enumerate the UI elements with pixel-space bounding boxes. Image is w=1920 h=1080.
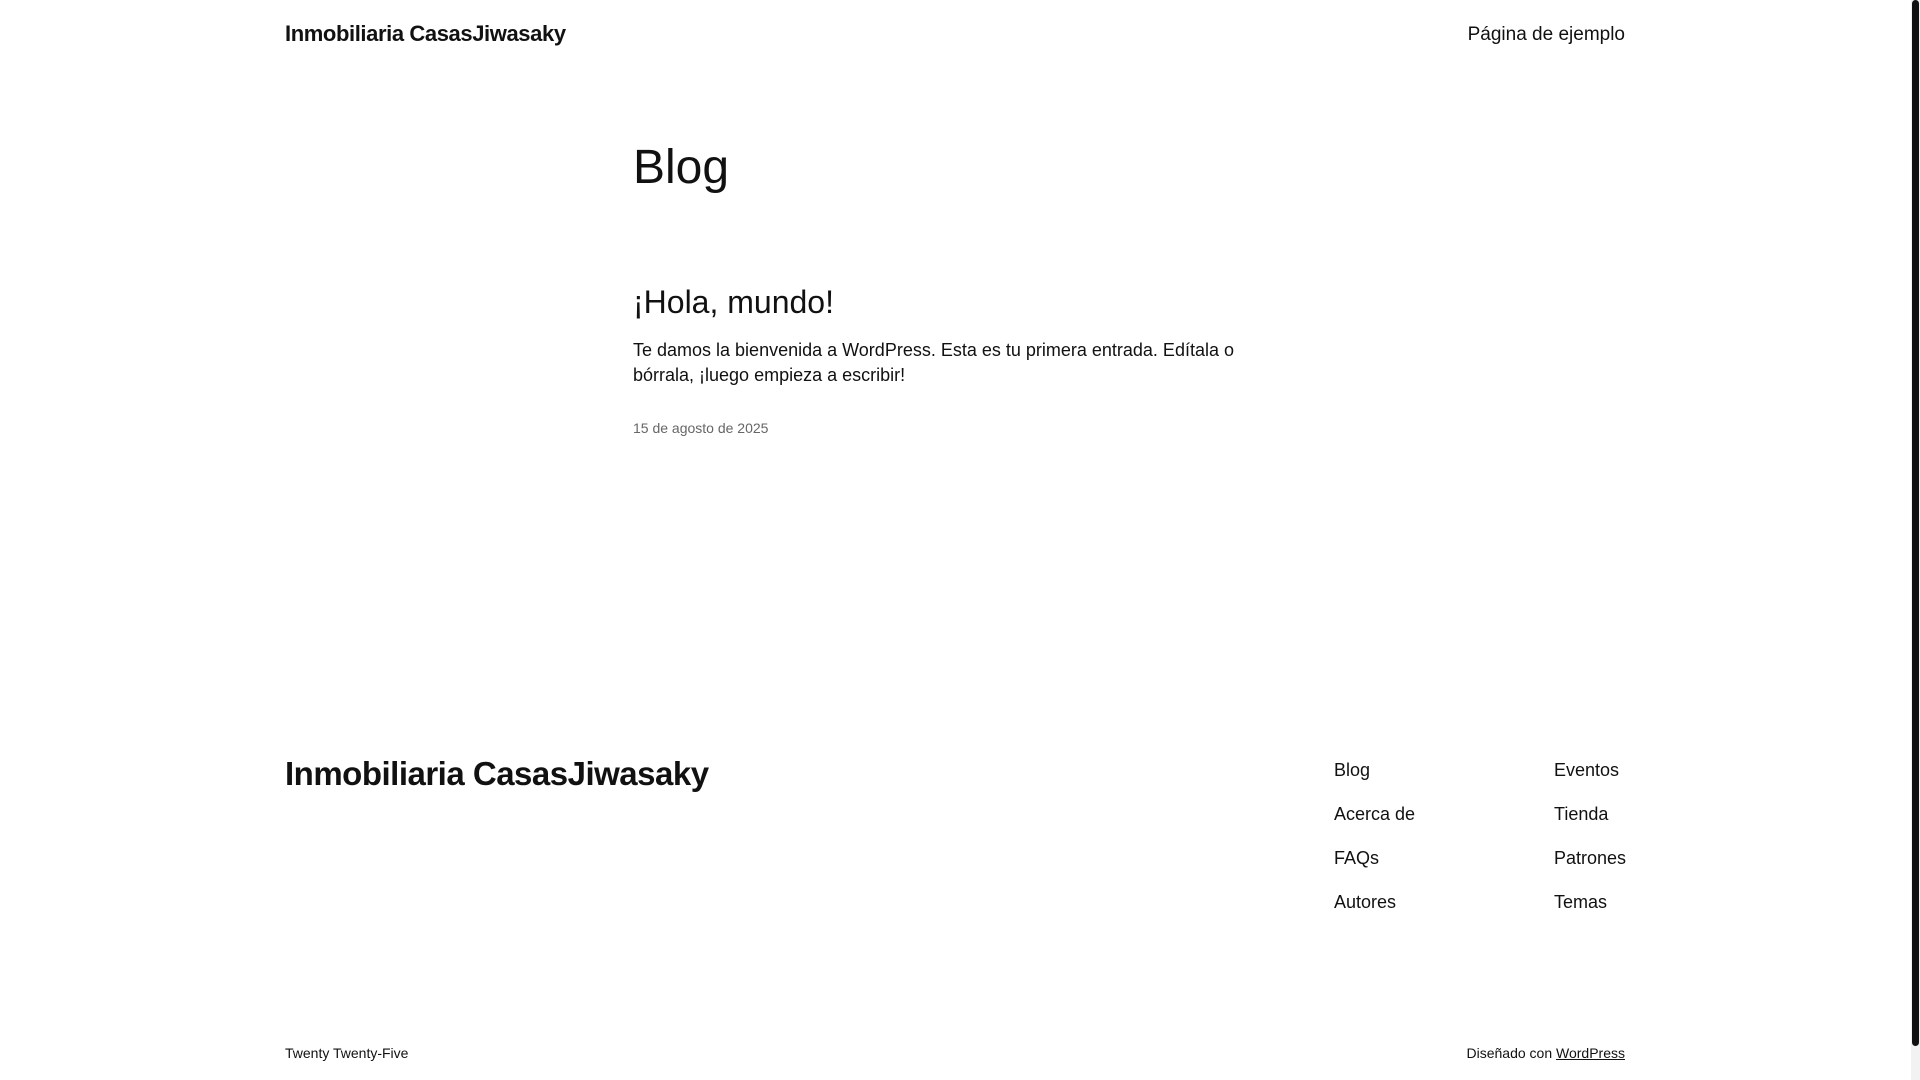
nav-link-sample-page[interactable]: Página de ejemplo <box>1467 24 1625 45</box>
designed-with-prefix: Diseñado con <box>1466 1045 1553 1061</box>
wordpress-link[interactable]: WordPress <box>1556 1045 1625 1061</box>
post-title-link[interactable]: ¡Hola, mundo! <box>633 284 834 320</box>
footer-nav-item-themes[interactable]: Temas <box>1554 892 1608 912</box>
designed-with-credit <box>1467 1045 1626 1061</box>
scrollbar-track[interactable] <box>1911 0 1920 1080</box>
theme-credit: Twenty Twenty-Five <box>285 1045 409 1061</box>
post-date-link[interactable]: 15 de agosto de 2025 <box>633 420 769 436</box>
footer-nav-item-events[interactable]: Eventos <box>1554 760 1620 780</box>
footer-nav-item-authors[interactable]: Autores <box>1334 892 1397 912</box>
footer-nav-item-blog[interactable]: Blog <box>1334 760 1371 780</box>
footer-nav-left <box>1334 758 1415 914</box>
site-title-link[interactable]: Inmobiliaria CasasJiwasaky <box>285 21 566 46</box>
scrollbar-thumb[interactable] <box>1912 0 1919 1046</box>
footer-nav-item-about[interactable]: Acerca de <box>1334 804 1416 824</box>
footer-nav-right <box>1554 758 1626 914</box>
footer-site-title-link[interactable]: Inmobiliaria CasasJiwasaky <box>285 755 709 792</box>
footer-nav-item-faqs[interactable]: FAQs <box>1334 848 1380 868</box>
footer-nav-item-shop[interactable]: Tienda <box>1554 804 1609 824</box>
page-title: Blog <box>633 141 730 194</box>
footer-nav-item-patterns[interactable]: Patrones <box>1554 848 1627 868</box>
post-excerpt: Te damos la bienvenida a WordPress. Esta es tu primera entrada. Edítala o bórrala, ¡luego empieza a escribir! <box>633 340 1234 385</box>
